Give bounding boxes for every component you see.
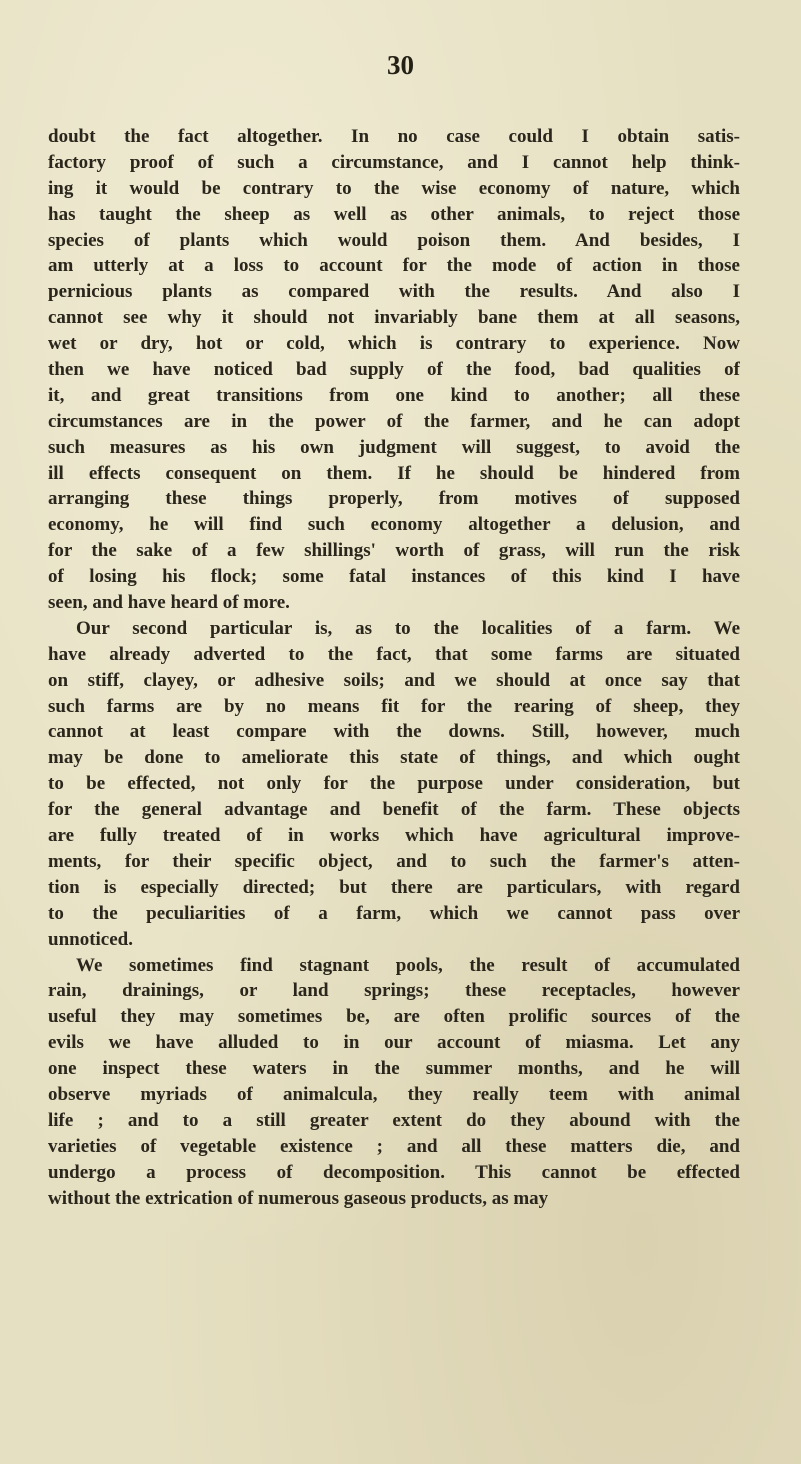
text-line: then we have noticed bad supply of the food, bad qualities of bbox=[48, 359, 740, 381]
text-line: has taught the sheep as well as other animals, to reject those bbox=[48, 203, 740, 225]
text-line: for the general advantage and benefit of the farm. These objects bbox=[48, 799, 740, 821]
text-line: varieties of vegetable existence ; and all these matters die, and bbox=[48, 1135, 740, 1157]
text-line: have already adverted to the fact, that some farms are situated bbox=[48, 643, 740, 665]
text-line: evils we have alluded to in our account of miasma. Let any bbox=[48, 1032, 740, 1054]
text-line: ing it would be contrary to the wise economy of nature, which bbox=[48, 177, 740, 199]
paragraph bbox=[48, 124, 740, 616]
text-line: useful they may sometimes be, are often prolific sources of the bbox=[48, 1006, 740, 1028]
text-line: observe myriads of animalcula, they really teem with animal bbox=[48, 1083, 740, 1105]
text-line: doubt the fact altogether. In no case could I obtain satis- bbox=[48, 126, 740, 147]
text-line: for the sake of a few shillings' worth of grass, will run the risk bbox=[48, 540, 740, 562]
text-line: arranging these things properly, from motives of supposed bbox=[48, 488, 740, 510]
text-line: may be done to ameliorate this state of things, and which ought bbox=[48, 747, 740, 769]
text-line: on stiff, clayey, or adhesive soils; and we should at once say that bbox=[48, 669, 740, 691]
text-line: undergo a process of decomposition. This cannot be effected bbox=[48, 1161, 740, 1183]
body-text bbox=[48, 124, 740, 1211]
text-line: We sometimes find stagnant pools, the result of accumulated bbox=[76, 954, 740, 976]
text-line: to the peculiarities of a farm, which we cannot pass over bbox=[48, 902, 740, 924]
text-line: Our second particular is, as to the localities of a farm. We bbox=[76, 617, 740, 639]
text-line: it, and great transitions from one kind to another; all these bbox=[48, 384, 740, 406]
text-line: circumstances are in the power of the farmer, and he can adopt bbox=[48, 410, 740, 432]
text-line: cannot at least compare with the downs. Still, however, much bbox=[48, 721, 740, 743]
text-line: wet or dry, hot or cold, which is contrary to experience. Now bbox=[48, 333, 740, 355]
text-line: ill effects consequent on them. If he should be hindered from bbox=[48, 462, 740, 484]
text-line: cannot see why it should not invariably bane them at all seasons, bbox=[48, 307, 740, 329]
text-line: rain, drainings, or land springs; these receptacles, however bbox=[48, 980, 740, 1002]
text-line: tion is especially directed; but there are particulars, with regard bbox=[48, 876, 740, 898]
text-line: species of plants which would poison them. And besides, I bbox=[48, 229, 740, 251]
text-line: seen, and have heard of more. bbox=[48, 592, 290, 614]
text-line: economy, he will find such economy altogether a delusion, and bbox=[48, 514, 740, 536]
text-line: life ; and to a still greater extent do they abound with the bbox=[48, 1109, 740, 1131]
page-number: 30 bbox=[387, 50, 414, 80]
text-line: of losing his flock; some fatal instances of this kind I have bbox=[48, 566, 740, 588]
text-line: ments, for their specific object, and to such the farmer's atten- bbox=[48, 850, 740, 872]
text-line: to be effected, not only for the purpose under consideration, but bbox=[48, 773, 740, 795]
text-line: unnoticed. bbox=[48, 928, 133, 950]
text-line: factory proof of such a circumstance, and I cannot help think- bbox=[48, 151, 740, 173]
paragraph bbox=[48, 616, 740, 953]
paragraph bbox=[48, 953, 740, 1212]
text-line: such farms are by no means fit for the rearing of sheep, they bbox=[48, 695, 740, 717]
text-line: are fully treated of in works which have agricultural improve- bbox=[48, 825, 740, 847]
text-line: pernicious plants as compared with the results. And also I bbox=[48, 281, 740, 303]
text-line: without the extrication of numerous gaseous products, as may bbox=[48, 1187, 549, 1209]
text-line: one inspect these waters in the summer months, and he will bbox=[48, 1058, 740, 1080]
text-line: am utterly at a loss to account for the mode of action in those bbox=[48, 255, 740, 277]
text-line: such measures as his own judgment will suggest, to avoid the bbox=[48, 436, 740, 458]
